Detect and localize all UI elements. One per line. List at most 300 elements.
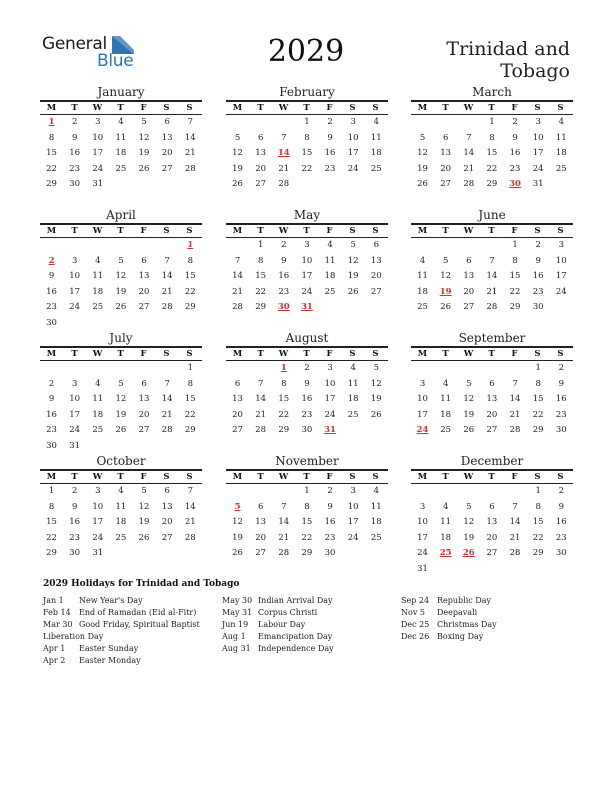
empty-day-cell: [86, 238, 109, 254]
day-cell: 1: [304, 486, 310, 496]
day-cell: 15: [486, 148, 498, 158]
day-cell: 2: [558, 486, 565, 496]
empty-day-cell: [109, 361, 132, 377]
day-cell: 8: [281, 378, 287, 389]
holiday-day-cell: 2: [48, 255, 55, 266]
day-cell: 20: [161, 148, 173, 158]
day-cell: 4: [419, 255, 426, 266]
holiday-item: [222, 631, 334, 643]
day-cell: 21: [184, 148, 196, 158]
weekday-label: S: [534, 103, 541, 113]
day-cell: 19: [463, 409, 475, 420]
empty-day-cell: [226, 361, 249, 377]
weekday-label: S: [534, 472, 541, 482]
empty-day-cell: [249, 484, 272, 500]
day-cell: 13: [161, 501, 173, 512]
day-cell: 7: [187, 117, 194, 127]
weekday-label: W: [92, 103, 103, 113]
holiday-date: Aug 1: [222, 632, 246, 641]
day-cell: 3: [419, 501, 426, 512]
month-april: [40, 207, 202, 331]
day-cell: 10: [417, 394, 428, 404]
day-cell: 8: [512, 255, 518, 266]
day-cell: 26: [138, 163, 150, 174]
day-cell: 1: [489, 117, 495, 127]
day-grid: [40, 115, 202, 193]
empty-day-cell: [249, 361, 272, 377]
day-cell: 12: [417, 148, 428, 158]
weekday-label: W: [278, 103, 289, 113]
day-cell: 17: [92, 517, 104, 527]
day-cell: 29: [509, 302, 521, 312]
day-cell: 30: [555, 425, 567, 435]
weekday-header: [40, 223, 202, 238]
day-cell: 3: [558, 240, 565, 250]
day-cell: 4: [327, 240, 333, 250]
day-cell: 19: [115, 286, 127, 297]
day-cell: 2: [281, 240, 287, 250]
holiday-name: Boxing Day: [437, 632, 484, 641]
day-cell: 10: [92, 501, 104, 512]
holiday-item: [222, 595, 334, 607]
day-cell: 13: [255, 148, 267, 158]
day-cell: 15: [532, 394, 544, 404]
day-cell: 23: [46, 425, 57, 435]
day-cell: 29: [184, 302, 196, 312]
month-november: [226, 453, 388, 562]
weekday-label: T: [303, 472, 310, 482]
day-cell: 14: [184, 132, 196, 143]
day-cell: 4: [350, 363, 356, 373]
empty-day-cell: [411, 115, 434, 131]
day-cell: 12: [115, 394, 127, 404]
day-cell: 19: [138, 148, 150, 158]
empty-day-cell: [272, 484, 295, 500]
weekday-label: S: [186, 349, 193, 359]
empty-day-cell: [411, 484, 434, 500]
holiday-date: Apr 1: [43, 644, 66, 653]
day-cell: 26: [232, 548, 243, 558]
day-cell: 3: [304, 240, 310, 250]
day-cell: 20: [255, 532, 267, 543]
weekday-label: W: [463, 349, 474, 359]
day-cell: 23: [555, 532, 567, 543]
day-cell: 15: [278, 394, 290, 404]
day-cell: 3: [95, 486, 101, 496]
empty-day-cell: [434, 238, 457, 254]
day-cell: 19: [370, 394, 382, 404]
day-cell: 11: [370, 501, 382, 512]
weekday-label: T: [303, 103, 310, 113]
weekday-label: S: [186, 226, 193, 236]
day-cell: 24: [324, 409, 336, 420]
weekday-label: S: [186, 472, 193, 482]
day-cell: 7: [187, 486, 194, 496]
day-cell: 4: [95, 255, 101, 266]
logo-blue-text: Blue: [97, 51, 134, 71]
day-cell: 6: [442, 132, 449, 143]
weekday-label: T: [303, 226, 310, 236]
day-cell: 26: [463, 425, 475, 435]
day-cell: 27: [232, 425, 243, 435]
day-cell: 25: [92, 425, 104, 435]
day-cell: 11: [417, 271, 428, 281]
weekday-label: S: [349, 226, 356, 236]
weekday-label: S: [372, 349, 379, 359]
day-cell: 16: [69, 517, 81, 527]
day-cell: 9: [71, 501, 78, 512]
weekday-label: W: [92, 472, 103, 482]
day-cell: 15: [301, 517, 313, 527]
day-cell: 10: [417, 517, 428, 527]
day-cell: 21: [509, 409, 521, 420]
day-cell: 21: [278, 532, 290, 543]
month-title: February: [279, 85, 335, 99]
day-cell: 31: [92, 548, 104, 558]
day-cell: 11: [347, 378, 359, 389]
weekday-label: S: [557, 226, 564, 236]
day-cell: 24: [92, 532, 104, 543]
day-cell: 23: [555, 409, 567, 420]
day-cell: 26: [138, 532, 150, 543]
day-cell: 23: [69, 163, 81, 174]
day-cell: 2: [304, 363, 310, 373]
day-cell: 31: [92, 179, 104, 189]
day-cell: 2: [558, 363, 565, 373]
day-cell: 26: [370, 409, 382, 420]
day-cell: 17: [69, 286, 81, 297]
empty-day-cell: [504, 484, 527, 500]
month-title: December: [460, 454, 524, 468]
weekday-label: T: [488, 349, 495, 359]
day-cell: 25: [115, 163, 127, 174]
day-cell: 18: [92, 286, 104, 297]
weekday-label: T: [71, 349, 78, 359]
day-cell: 14: [509, 517, 521, 527]
day-cell: 6: [489, 501, 495, 512]
day-cell: 7: [512, 378, 518, 389]
day-cell: 20: [138, 409, 150, 420]
page-title-year: 2029: [267, 34, 345, 69]
day-cell: 29: [255, 302, 267, 312]
day-cell: 28: [509, 425, 521, 435]
day-grid: [411, 361, 573, 439]
empty-day-cell: [86, 361, 109, 377]
day-cell: 18: [115, 517, 127, 527]
day-cell: 24: [301, 286, 313, 297]
weekday-label: S: [349, 472, 356, 482]
day-cell: 23: [69, 532, 81, 543]
weekday-label: S: [534, 226, 541, 236]
day-cell: 29: [46, 179, 57, 189]
holiday-name: Labour Day: [258, 620, 306, 629]
weekday-label: T: [442, 472, 449, 482]
holiday-day-cell: 1: [280, 363, 287, 373]
holiday-name: Independence Day: [258, 644, 334, 653]
day-cell: 22: [255, 286, 267, 297]
holiday-name: Indian Arrival Day: [258, 596, 333, 605]
day-cell: 12: [463, 517, 475, 527]
day-cell: 10: [92, 132, 104, 143]
day-cell: 22: [509, 286, 521, 297]
country-name: [400, 38, 570, 82]
day-cell: 28: [184, 163, 196, 174]
day-cell: 23: [46, 302, 57, 312]
day-cell: 19: [417, 163, 428, 174]
day-cell: 17: [301, 271, 313, 281]
month-title: January: [97, 85, 145, 99]
month-title: August: [285, 331, 329, 345]
day-cell: 11: [115, 501, 127, 512]
day-cell: 27: [161, 532, 173, 543]
day-cell: 22: [532, 532, 544, 543]
day-cell: 24: [532, 163, 544, 174]
day-cell: 30: [324, 548, 336, 558]
day-cell: 5: [442, 255, 449, 266]
day-cell: 5: [350, 240, 356, 250]
weekday-label: S: [349, 103, 356, 113]
day-cell: 5: [118, 255, 124, 266]
day-cell: 21: [486, 286, 498, 297]
day-cell: 2: [535, 240, 541, 250]
day-cell: 17: [347, 148, 359, 158]
holiday-name: End of Ramadan (Eid al-Fitr): [79, 608, 197, 617]
month-december: [411, 453, 573, 577]
weekday-label: M: [417, 226, 428, 236]
day-cell: 3: [71, 255, 78, 266]
holiday-name: Easter Sunday: [79, 644, 139, 653]
day-cell: 19: [347, 271, 359, 281]
weekday-label: M: [417, 472, 428, 482]
day-cell: 11: [555, 132, 567, 143]
day-cell: 8: [187, 378, 194, 389]
day-cell: 21: [278, 163, 290, 174]
weekday-label: T: [442, 226, 449, 236]
holiday-date: Feb 14: [43, 608, 71, 617]
day-cell: 16: [324, 517, 336, 527]
day-cell: 15: [509, 271, 521, 281]
day-cell: 15: [46, 517, 57, 527]
empty-day-cell: [249, 115, 272, 131]
day-cell: 5: [419, 132, 426, 143]
day-cell: 26: [232, 179, 243, 189]
day-cell: 12: [138, 132, 150, 143]
day-cell: 26: [347, 286, 359, 297]
day-grid: [226, 238, 388, 316]
holiday-name: Emancipation Day: [258, 632, 333, 641]
holiday-column: [43, 595, 200, 667]
holiday-day-cell: 14: [277, 148, 290, 158]
holiday-date: Dec 25: [401, 620, 430, 629]
weekday-label: F: [326, 472, 333, 482]
weekday-label: T: [257, 472, 264, 482]
day-cell: 5: [141, 486, 147, 496]
weekday-header: [411, 223, 573, 238]
day-cell: 16: [278, 271, 290, 281]
holiday-item: [43, 631, 200, 643]
holiday-day-cell: 25: [439, 548, 452, 558]
empty-day-cell: [411, 361, 434, 377]
day-cell: 10: [324, 378, 336, 389]
day-cell: 11: [92, 271, 104, 281]
weekday-label: S: [557, 472, 564, 482]
day-cell: 14: [509, 394, 521, 404]
day-cell: 22: [184, 409, 196, 420]
day-cell: 24: [347, 163, 359, 174]
holiday-column: [222, 595, 334, 655]
day-cell: 10: [555, 255, 567, 266]
day-cell: 8: [535, 501, 541, 512]
day-cell: 13: [440, 148, 452, 158]
holiday-day-cell: 1: [48, 117, 55, 127]
day-cell: 26: [115, 302, 127, 312]
weekday-label: T: [488, 472, 495, 482]
day-cell: 16: [46, 286, 57, 297]
day-cell: 22: [46, 532, 57, 543]
holiday-column: [401, 595, 497, 643]
day-cell: 14: [463, 148, 475, 158]
day-cell: 30: [46, 440, 57, 451]
day-cell: 29: [301, 548, 313, 558]
empty-day-cell: [40, 361, 63, 377]
day-cell: 19: [463, 532, 475, 543]
day-cell: 22: [278, 409, 290, 420]
weekday-label: F: [326, 349, 333, 359]
weekday-header: [226, 346, 388, 361]
weekday-header: [40, 469, 202, 484]
holiday-item: [401, 607, 497, 619]
day-cell: 28: [232, 302, 243, 312]
day-cell: 9: [48, 394, 55, 404]
weekday-label: S: [163, 103, 170, 113]
weekday-label: T: [442, 349, 449, 359]
weekday-label: S: [349, 349, 356, 359]
day-cell: 3: [71, 378, 78, 389]
empty-day-cell: [133, 361, 156, 377]
holiday-date: Dec 26: [401, 632, 430, 641]
holidays-title: 2029 Holidays for Trinidad and Tobago: [43, 579, 240, 589]
day-cell: 6: [234, 378, 241, 389]
day-cell: 20: [486, 532, 498, 543]
day-cell: 9: [71, 132, 78, 143]
weekday-label: S: [372, 103, 379, 113]
weekday-label: M: [232, 226, 243, 236]
day-cell: 8: [48, 501, 55, 512]
day-cell: 27: [138, 425, 150, 435]
day-cell: 18: [92, 409, 104, 420]
day-cell: 9: [512, 132, 518, 143]
day-cell: 18: [347, 394, 359, 404]
day-cell: 7: [281, 132, 287, 143]
day-cell: 9: [327, 501, 333, 512]
weekday-label: T: [488, 103, 495, 113]
holiday-name: New Year's Day: [79, 596, 143, 605]
day-grid: [226, 115, 388, 193]
empty-day-cell: [411, 238, 434, 254]
day-cell: 13: [138, 394, 150, 404]
weekday-label: W: [463, 103, 474, 113]
day-cell: 28: [278, 548, 290, 558]
weekday-header: [40, 100, 202, 115]
empty-day-cell: [480, 484, 503, 500]
weekday-label: W: [463, 226, 474, 236]
day-cell: 25: [115, 532, 127, 543]
logo: [42, 34, 142, 74]
day-cell: 27: [486, 425, 498, 435]
weekday-label: S: [534, 349, 541, 359]
day-cell: 19: [232, 532, 243, 543]
weekday-label: M: [46, 349, 57, 359]
weekday-label: F: [511, 103, 518, 113]
day-cell: 9: [558, 501, 565, 512]
holiday-item: [43, 655, 200, 667]
day-cell: 31: [532, 179, 544, 189]
day-cell: 28: [255, 425, 267, 435]
day-cell: 7: [512, 501, 518, 512]
day-cell: 9: [327, 132, 333, 143]
day-cell: 4: [373, 117, 380, 127]
weekday-label: T: [71, 226, 78, 236]
month-title: September: [458, 331, 526, 345]
country-line-2: Tobago: [500, 60, 570, 82]
day-cell: 23: [532, 286, 544, 297]
day-cell: 13: [486, 517, 498, 527]
day-cell: 25: [92, 302, 104, 312]
weekday-label: T: [442, 103, 449, 113]
day-cell: 6: [466, 255, 472, 266]
empty-day-cell: [272, 115, 295, 131]
weekday-header: [411, 346, 573, 361]
empty-day-cell: [480, 238, 503, 254]
day-cell: 23: [278, 286, 290, 297]
day-cell: 3: [327, 363, 333, 373]
holiday-item: [43, 595, 200, 607]
day-cell: 24: [69, 302, 81, 312]
holiday-day-cell: 19: [439, 286, 452, 297]
day-cell: 14: [161, 271, 173, 281]
holiday-day-cell: 1: [187, 240, 194, 250]
day-cell: 17: [417, 532, 428, 543]
day-cell: 8: [489, 132, 495, 143]
day-cell: 18: [370, 148, 382, 158]
day-cell: 5: [234, 132, 241, 143]
day-cell: 3: [535, 117, 541, 127]
holiday-item: [401, 631, 497, 643]
day-cell: 20: [463, 286, 475, 297]
day-grid: [40, 484, 202, 562]
holiday-item: [222, 619, 334, 631]
day-cell: 28: [278, 179, 290, 189]
day-cell: 29: [184, 425, 196, 435]
day-cell: 7: [466, 132, 472, 143]
month-title: May: [293, 208, 321, 222]
day-cell: 18: [440, 409, 452, 420]
holiday-name: Christmas Day: [437, 620, 497, 629]
day-cell: 12: [115, 271, 127, 281]
day-cell: 11: [440, 394, 452, 404]
day-cell: 14: [486, 271, 498, 281]
day-grid: [226, 361, 388, 439]
day-cell: 18: [115, 148, 127, 158]
empty-day-cell: [226, 115, 249, 131]
day-cell: 10: [69, 271, 81, 281]
day-cell: 27: [138, 302, 150, 312]
day-cell: 1: [512, 240, 518, 250]
day-cell: 21: [509, 532, 521, 543]
day-cell: 26: [115, 425, 127, 435]
day-cell: 4: [558, 117, 565, 127]
day-cell: 12: [138, 501, 150, 512]
